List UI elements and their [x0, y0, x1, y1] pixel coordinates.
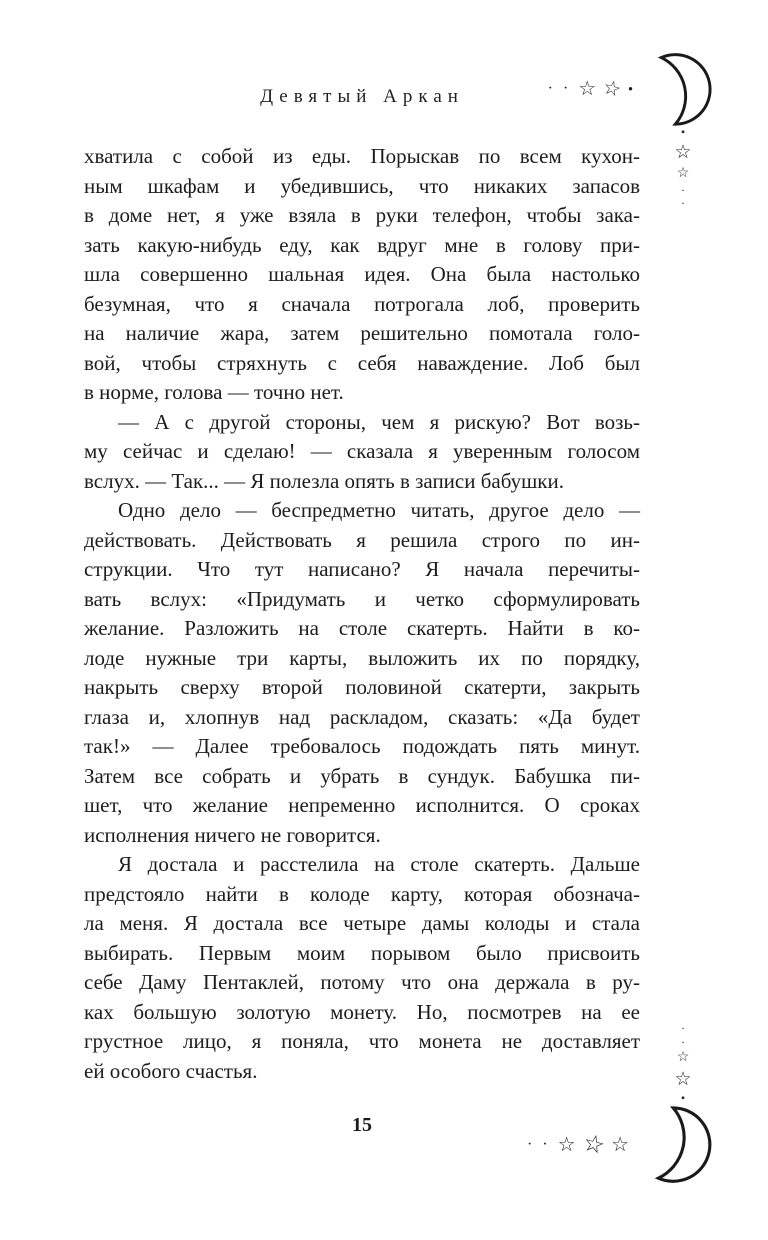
text-line: Затем все собрать и убрать в сундук. Бабушка пи-: [84, 763, 640, 788]
text-line: накрыть сверху второй половиной скатерти, закрыть: [84, 675, 640, 699]
text-line: исполнения ничего не говорится.: [84, 822, 381, 847]
crescent-moon-icon: [629, 1099, 722, 1192]
star-icon: ☆: [600, 76, 624, 102]
text-line: желание. Разложить на столе скатерть. Найти в ко-: [84, 616, 640, 640]
dot-icon: ·: [681, 1034, 685, 1049]
text-line: — А с другой стороны, чем я рискую? Вот возь-: [118, 409, 640, 434]
star-icon: ☆: [676, 166, 690, 181]
star-icon: ☆: [674, 142, 692, 163]
square-dot-icon: ▪: [681, 127, 685, 138]
text-line: шла совершенно шальная идея. Она была настолько: [84, 262, 640, 286]
text-line: му сейчас и сделаю! — сказала я уверенным голосом: [84, 439, 640, 463]
ornament-row: [527, 1106, 714, 1184]
dot-icon: ●: [628, 84, 633, 93]
text-line: безумная, что я сначала потрогала лоб, проверить: [84, 291, 640, 316]
page-text: [84, 142, 640, 1086]
text-line: вой, чтобы стряхнуть с себя наваждение. Лоб был: [84, 350, 640, 375]
text-line: ным шкафам и убедившись, что никаких запасов: [84, 173, 640, 198]
ornament-column: [668, 1021, 698, 1104]
text-line: вслух. — Так... — Я полезла опять в записи бабушки.: [84, 468, 564, 493]
chapter-title: Девятый Аркан: [260, 86, 464, 107]
text-line: зать какую-нибудь еду, как вдруг мне в голову при-: [84, 232, 640, 257]
text-line: себе Даму Пентаклей, потому что она держала в ру-: [84, 970, 640, 994]
dot-icon: ·: [681, 1021, 685, 1036]
square-dot-icon: ▪: [681, 1093, 685, 1104]
text-line: струкции. Что тут написано? Я начала перечиты-: [84, 557, 640, 581]
star-icon: ☆: [557, 1134, 576, 1156]
star-icon: ☆: [676, 1050, 690, 1065]
text-line: в норме, голова — точно нет.: [84, 380, 344, 404]
crescent-moon-icon: [633, 45, 721, 133]
text-line: глаза и, хлопнув над раскладом, сказать: «Да будет: [84, 704, 640, 729]
star-icon: ☆: [674, 1069, 692, 1090]
text-line: шет, что желание непременно исполнится. О сроках: [84, 793, 640, 817]
text-line: Я достала и расстелила на столе скатерть. Дальше: [118, 852, 640, 876]
star-icon: ☆: [578, 78, 597, 100]
star-icon: ☆: [579, 1129, 607, 1161]
ornament-column: [668, 127, 698, 211]
page-number: 15: [352, 1114, 372, 1136]
text-line: ла меня. Я достала все четыре дамы колоды и стала: [84, 911, 640, 935]
ornament-bottom-right: [526, 1021, 714, 1184]
text-line: ей особого счастья.: [84, 1058, 258, 1083]
dot-icon: ·: [681, 183, 685, 197]
text-line: в доме нет, я уже взяла в руки телефон, чтобы зака-: [84, 203, 640, 227]
text-line: на наличие жара, затем решительно помотала голо-: [84, 321, 640, 345]
text-line: действовать. Действовать я решила строго по ин-: [84, 527, 640, 552]
text-line: ках большую золотую монету. Но, посмотрев на ее: [84, 999, 640, 1024]
star-icon: ☆: [611, 1134, 629, 1156]
text-line: вать вслух: «Придумать и четко сформулировать: [84, 586, 640, 611]
dots-decoration: · ·: [526, 1136, 551, 1153]
text-line: выбирать. Первым моим порывом было присвоить: [84, 940, 640, 965]
dots-decoration: · ·: [547, 80, 572, 97]
text-line: лоде нужные три карты, выложить их по порядку,: [84, 645, 640, 670]
text-line: хватила с собой из еды. Порыскав по всем кухон-: [84, 144, 640, 168]
text-line: предстояло найти в колоде карту, которая обознача-: [84, 881, 640, 906]
text-line: грустное лицо, я поняла, что монета не доставляет: [84, 1029, 640, 1053]
text-line: Одно дело — беспредметно читать, другое дело —: [118, 498, 640, 522]
text-line: так!» — Далее требовалось подождать пять минут.: [84, 734, 640, 758]
dot-icon: ·: [681, 196, 685, 211]
